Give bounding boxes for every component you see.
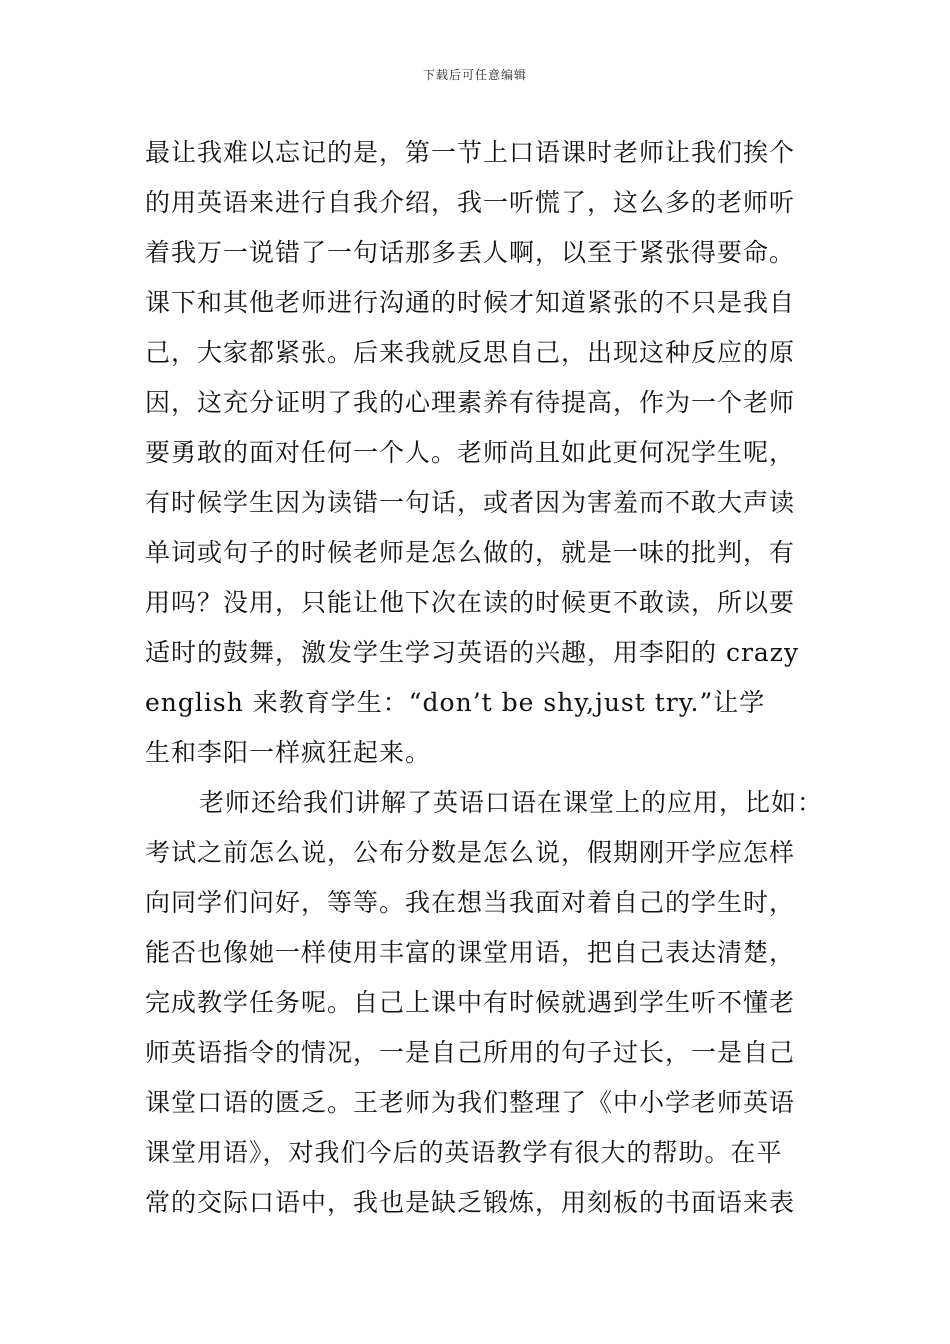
paragraph-line: 要勇敢的面对任何一个人。老师尚且如此更何况学生呢， bbox=[145, 438, 796, 467]
paragraph-line: 师英语指令的情况，一是自己所用的句子过长，一是自己 bbox=[145, 1038, 796, 1067]
paragraph-1 bbox=[145, 128, 811, 778]
paragraph-line: 生和李阳一样疯狂起来。 bbox=[145, 738, 432, 767]
paragraph-line: 能否也像她一样使用丰富的课堂用语，把自己表达清楚， bbox=[145, 938, 796, 967]
paragraph-line: 适时的鼓舞，激发学生学习英语的兴趣，用李阳的 crazy bbox=[145, 638, 800, 667]
paragraph-line: 完成教学任务呢。自己上课中有时候就遇到学生听不懂老 bbox=[145, 988, 796, 1017]
paragraph-line: 最让我难以忘记的是，第一节上口语课时老师让我们挨个 bbox=[145, 138, 796, 167]
paragraph-line: 的用英语来进行自我介绍，我一听慌了，这么多的老师听 bbox=[145, 188, 796, 217]
paragraph-line: 着我万一说错了一句话那多丢人啊，以至于紧张得要命。 bbox=[145, 238, 796, 267]
document-body bbox=[145, 128, 824, 1228]
paragraph-line: 单词或句子的时候老师是怎么做的，就是一味的批判，有 bbox=[145, 538, 796, 567]
paragraph-2 bbox=[145, 778, 824, 1228]
paragraph-line: 课下和其他老师进行沟通的时候才知道紧张的不只是我自 bbox=[145, 288, 796, 317]
paragraph-line: 考试之前怎么说，公布分数是怎么说，假期刚开学应怎样 bbox=[145, 838, 796, 867]
paragraph-line: 用吗？没用，只能让他下次在读的时候更不敢读，所以要 bbox=[145, 588, 796, 617]
paragraph-line: 课堂用语》，对我们今后的英语教学有很大的帮助。在平 bbox=[145, 1138, 783, 1167]
paragraph-line: 己，大家都紧张。后来我就反思自己，出现这种反应的原 bbox=[145, 338, 796, 367]
paragraph-line: english 来教育学生：“don’t be shy,just try.”让学 bbox=[145, 688, 766, 717]
page-header: 下载后可任意编辑 bbox=[422, 68, 527, 82]
paragraph-line: 有时候学生因为读错一句话，或者因为害羞而不敢大声读 bbox=[145, 488, 796, 517]
paragraph-line: 因，这充分证明了我的心理素养有待提高，作为一个老师 bbox=[145, 388, 796, 417]
paragraph-line: 常的交际口语中，我也是缺乏锻炼，用刻板的书面语来表 bbox=[145, 1188, 796, 1217]
paragraph-line: 课堂口语的匮乏。王老师为我们整理了《中小学老师英语 bbox=[145, 1088, 796, 1117]
paragraph-first-line: 老师还给我们讲解了英语口语在课堂上的应用，比如： bbox=[199, 788, 824, 817]
paragraph-line: 向同学们问好，等等。我在想当我面对着自己的学生时， bbox=[145, 888, 796, 917]
